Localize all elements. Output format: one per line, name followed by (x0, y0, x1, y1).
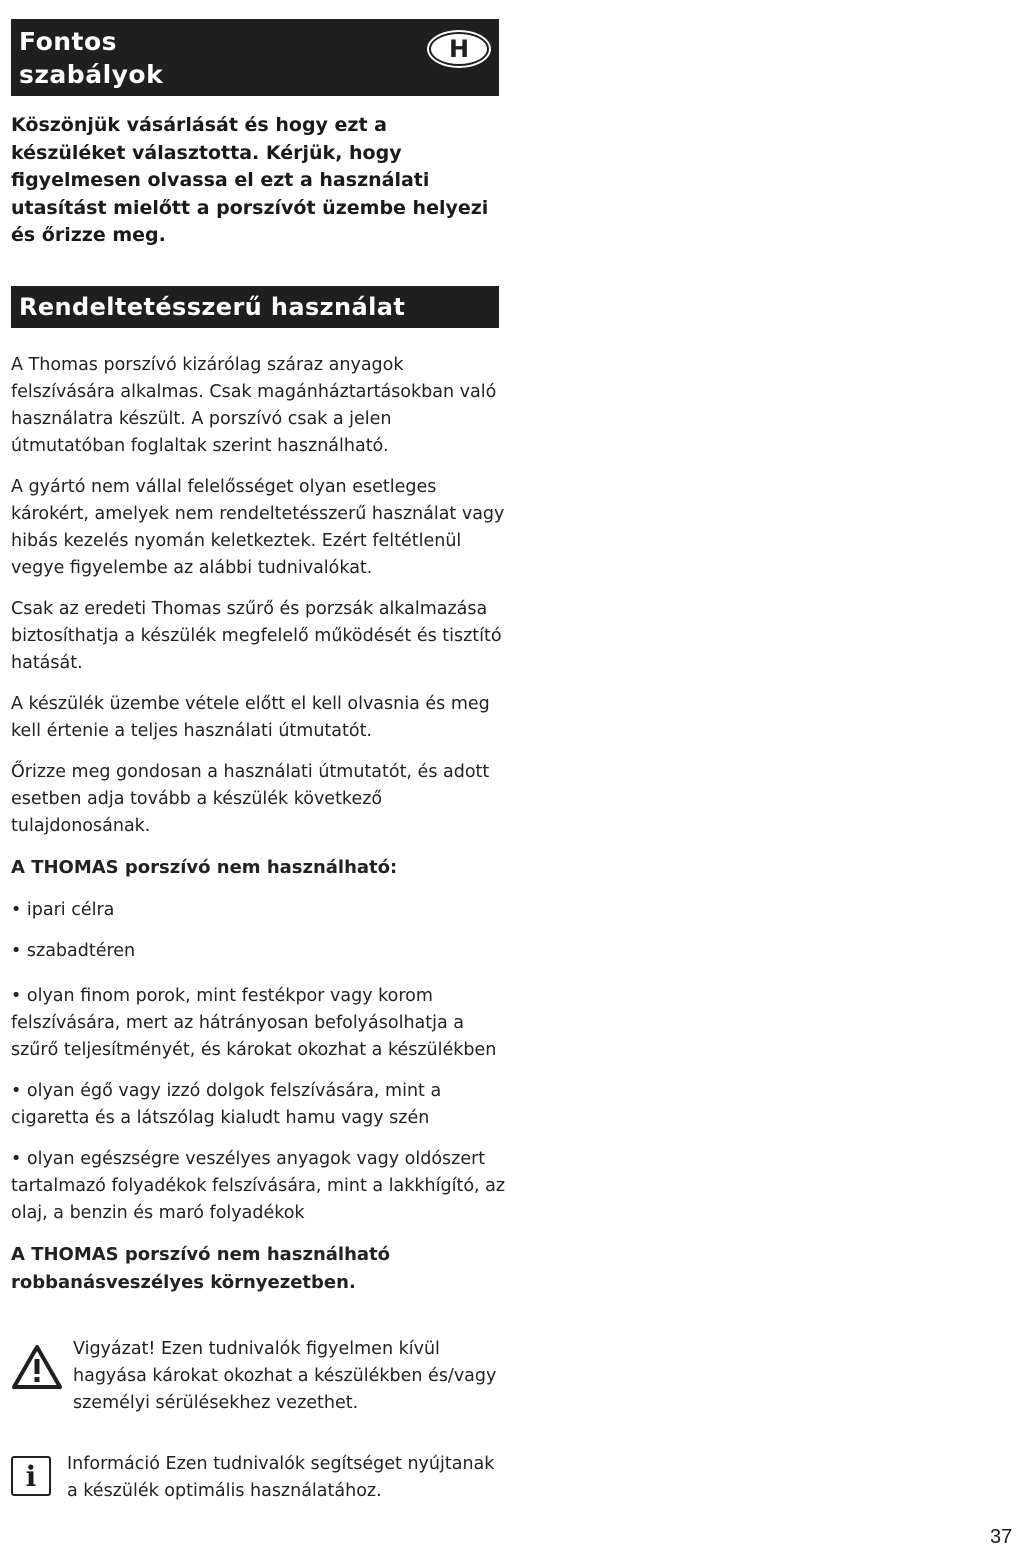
info-icon: i (11, 1456, 51, 1496)
paragraph: Őrizze meg gondosan a használati útmutatót, és adott esetben adja tovább a készülék következő tulajdonosának. (11, 762, 490, 836)
not-usable-heading: A THOMAS porszívó nem használható: (11, 857, 398, 878)
section-content (11, 352, 506, 1297)
list-item: • olyan égő vagy izzó dolgok felszívására, mint a cigaretta és a látszólag kialudt hamu vagy szén (11, 1081, 442, 1128)
paragraph: Csak az eredeti Thomas szűrő és porzsák alkalmazása biztosíthatja a készülék megfelelő működését és tisztító hatását. (11, 599, 502, 673)
page-title (19, 25, 163, 91)
info-text: Információ Ezen tudnivalók segítséget nyújtanak a készülék optimális használatához. (67, 1454, 495, 1501)
list-item: • szabadtéren (11, 941, 136, 961)
warning-note (11, 1336, 511, 1420)
language-badge-label: H (448, 35, 470, 63)
title-banner (11, 19, 499, 96)
list-item: • ipari célra (11, 900, 115, 920)
badge-ring (429, 32, 489, 66)
language-badge (424, 27, 494, 71)
paragraph: A Thomas porszívó kizárólag száraz anyagok felszívására alkalmas. Csak magánháztartásokban való használatra készült. A porszívó csak a jelen útmutatóban foglaltak szerint használható. (11, 355, 497, 456)
warning-triangle-icon (11, 1344, 63, 1390)
page-number: 37 (990, 1526, 1013, 1548)
info-note (11, 1451, 511, 1511)
intro-text: Köszönjük vásárlását és hogy ezt a készüléket választotta. Kérjük, hogy figyelmesen olvassa el ezt a használati utasítást mielőtt a porszívót üzembe helyezi és őrizze meg. (11, 114, 489, 246)
warning-text: Vigyázat! Ezen tudnivalók figyelmen kívül hagyása károkat okozhat a készülékben és/vagy személyi sérülésekhez vezethet. (73, 1339, 497, 1413)
section-title: Rendeltetésszerű használat (19, 293, 406, 321)
paragraph: A gyártó nem vállal felelősséget olyan esetleges károkért, amelyek nem rendeltetésszerű használat vagy hibás kezelés nyomán keletkeztek. Ezért feltétlenül vegye figyelembe az alábbi tudnivalókat. (11, 477, 505, 578)
explosion-warning: A THOMAS porszívó nem használható robbanásveszélyes környezetben. (11, 1244, 391, 1293)
paragraph: A készülék üzembe vétele előtt el kell olvasnia és meg kell értenie a teljes használati útmutatót. (11, 694, 490, 741)
list-item: • olyan finom porok, mint festékpor vagy korom felszívására, mert az hátrányosan befolyásolhatja a szűrő teljesítményét, és károkat okozhat a készülékben (11, 986, 497, 1060)
title-line-1: Fontos (19, 27, 118, 56)
title-line-2: szabályok (19, 60, 164, 89)
section-banner (11, 286, 499, 328)
list-item: • olyan egészségre veszélyes anyagok vagy oldószert tartalmazó folyadékok felszívására, mint a lakkhígító, az olaj, a benzin és maró folyadékok (11, 1149, 506, 1223)
